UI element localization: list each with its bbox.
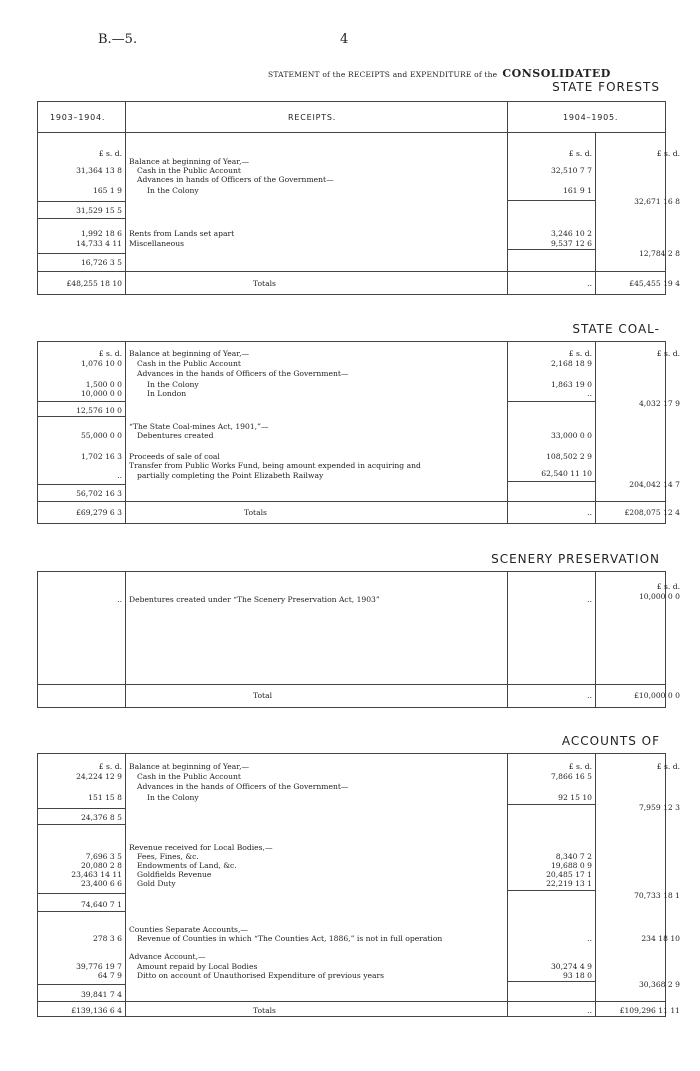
accounts-row-left: 64 7 9 — [97, 971, 122, 980]
statement-title-prefix: STATEMENT of the RECEIPTS and EXPENDITURE of the — [268, 70, 498, 79]
accounts-row-text: In the Colony — [147, 793, 199, 802]
accounts-lsd-left: £ s. d. — [98, 762, 122, 771]
coal-heading: STATE COAL- — [572, 322, 660, 336]
coal-row-mid: 62,540 11 10 — [541, 469, 592, 478]
forests-header-rule — [37, 132, 666, 133]
forests-row-left: 165 1 9 — [93, 186, 122, 195]
coal-total-right: £208,075 12 4 — [624, 508, 680, 517]
coal-row-text: In London — [147, 389, 187, 398]
accounts-row-text: Revenue of Counties in which “The Counties Act, 1886,” is not in full operation — [137, 934, 443, 943]
coal-row-left: 1,076 10 0 — [80, 359, 122, 368]
accounts-heading: ACCOUNTS OF — [561, 734, 660, 748]
coal-row-mid: .. — [587, 389, 592, 398]
accounts-row-left: 24,224 12 9 — [76, 772, 122, 781]
coal-row-mid: 33,000 0 0 — [550, 431, 592, 440]
forests-row-left: 1,992 18 6 — [80, 229, 122, 238]
forests-lsd-right: £ s. d. — [656, 149, 680, 158]
coal-row-text: Advances in the hands of Officers of the Government— — [137, 369, 349, 378]
forests-subtotal-left: 16,726 3 5 — [80, 258, 122, 267]
accounts-row-right: 70,733 18 1 — [634, 891, 680, 900]
coal-row-left: 55,000 0 0 — [80, 431, 122, 440]
forests-total-right: £45,455 19 4 — [629, 279, 680, 288]
statement-title-bold: CONSOLIDATED — [502, 67, 611, 80]
forests-row-mid: 9,537 12 6 — [550, 239, 592, 248]
coal-row-text: Transfer from Public Works Fund, being amount expended in acquiring and — [129, 461, 421, 470]
forests-row-text: In the Colony — [147, 186, 199, 195]
forests-row-mid: 161 9 1 — [563, 186, 592, 195]
accounts-row-text: Endowments of Land, &c. — [137, 861, 237, 870]
coal-row-text: Proceeds of sale of coal — [129, 452, 220, 461]
accounts-total-mid: .. — [587, 1006, 592, 1015]
coal-row-text: “The State Coal-mines Act, 1901,”— — [129, 422, 269, 431]
coal-total-left: £69,279 6 3 — [76, 508, 122, 517]
accounts-lsd-right: £ s. d. — [656, 762, 680, 771]
coal-row-mid: 1,863 19 0 — [550, 380, 592, 389]
page-ref: B.—5. — [98, 32, 138, 47]
accounts-row-left: 151 15 8 — [88, 793, 122, 802]
accounts-row-mid: 22,219 13 1 — [546, 879, 592, 888]
forests-row-right: 32,671 16 8 — [634, 197, 680, 206]
forests-heading: STATE FORESTS — [552, 80, 660, 94]
scenery-table — [37, 571, 666, 708]
coal-total-mid: .. — [587, 508, 592, 517]
accounts-subtotal-left: 39,841 7 4 — [80, 990, 122, 999]
forests-row-text: Cash in the Public Account — [137, 166, 241, 175]
forests-col-left: 1903–1904. — [50, 113, 106, 122]
coal-row-text: In the Colony — [147, 380, 199, 389]
accounts-row-text: Advances in the hands of Officers of the Government— — [137, 782, 349, 791]
coal-lsd-mid: £ s. d. — [568, 349, 592, 358]
coal-row-left: 1,500 0 0 — [85, 380, 122, 389]
accounts-row-right: 30,368 2 9 — [638, 980, 680, 989]
accounts-row-right: 234 18 10 — [641, 934, 680, 943]
accounts-row-mid: .. — [587, 934, 592, 943]
accounts-row-text: Counties Separate Accounts,— — [129, 925, 248, 934]
forests-row-text: Rents from Lands set apart — [129, 229, 235, 238]
coal-subtotal-left: 12,576 10 0 — [76, 406, 122, 415]
scenery-right: 10,000 0 0 — [638, 592, 680, 601]
accounts-row-mid: 19,688 0 9 — [550, 861, 592, 870]
accounts-row-mid: 92 15 10 — [558, 793, 592, 802]
coal-lsd-left: £ s. d. — [98, 349, 122, 358]
forests-row-text: Advances in hands of Officers of the Government— — [137, 175, 334, 184]
accounts-row-left: 278 3 6 — [93, 934, 122, 943]
forests-total-label: Totals — [253, 279, 276, 288]
coal-row-left: 1,702 16 3 — [80, 452, 122, 461]
accounts-total-left: £139,136 6 4 — [71, 1006, 122, 1015]
coal-row-text: partially completing the Point Elizabeth Railway — [137, 471, 324, 480]
forests-row-mid: 32,510 7 7 — [550, 166, 592, 175]
accounts-total-right: £109,296 11 11 — [619, 1006, 680, 1015]
accounts-row-text: Goldfields Revenue — [137, 870, 212, 879]
accounts-row-left: 23,400 6 6 — [80, 879, 122, 888]
forests-total-mid: .. — [587, 279, 592, 288]
coal-row-left: .. — [117, 471, 122, 480]
forests-col-receipts: RECEIPTS. — [288, 113, 337, 122]
accounts-row-text: Revenue received for Local Bodies,— — [129, 843, 273, 852]
accounts-row-text: Advance Account,— — [129, 952, 206, 961]
statement-title — [268, 62, 611, 81]
forests-row-left: 31,364 13 8 — [76, 166, 122, 175]
scenery-total-mid: .. — [587, 691, 592, 700]
page-number: 4 — [340, 32, 349, 47]
accounts-row-text: Gold Duty — [137, 879, 176, 888]
accounts-row-mid: 30,274 4 9 — [550, 962, 592, 971]
accounts-row-mid: 7,866 16 5 — [550, 772, 592, 781]
coal-row-left: 10,000 0 0 — [80, 389, 122, 398]
coal-subtotal-left: 56,702 16 3 — [76, 489, 122, 498]
forests-lsd-mid: £ s. d. — [568, 149, 592, 158]
scenery-lsd-right: £ s. d. — [656, 582, 680, 591]
forests-row-text: Miscellaneous — [129, 239, 184, 248]
accounts-row-left: 20,080 2 8 — [80, 861, 122, 870]
accounts-row-text: Cash in the Public Account — [137, 772, 241, 781]
scenery-heading: SCENERY PRESERVATION — [491, 552, 660, 566]
coal-row-right: 4,032 17 9 — [638, 399, 680, 408]
forests-row-right: 12,784 2 8 — [638, 249, 680, 258]
accounts-lsd-mid: £ s. d. — [568, 762, 592, 771]
scenery-total-right: £10,000 0 0 — [634, 691, 680, 700]
forests-col-right: 1904–1905. — [563, 113, 619, 122]
coal-row-text: Debentures created — [137, 431, 214, 440]
accounts-row-mid: 20,485 17 1 — [546, 870, 592, 879]
accounts-subtotal-left: 24,376 8 5 — [80, 813, 122, 822]
coal-row-right: 204,042 14 7 — [629, 480, 680, 489]
scenery-text: Debentures created under “The Scenery Preservation Act, 1903” — [129, 595, 380, 604]
accounts-row-left: 7,696 3 5 — [85, 852, 122, 861]
accounts-row-text: Balance at beginning of Year,— — [129, 762, 250, 771]
accounts-row-left: 39,776 19 7 — [76, 962, 122, 971]
accounts-row-text: Amount repaid by Local Bodies — [137, 962, 258, 971]
accounts-total-label: Totals — [253, 1006, 276, 1015]
forests-table — [37, 101, 666, 295]
coal-row-mid: 108,502 2 9 — [546, 452, 592, 461]
scenery-total-label: Total — [253, 691, 273, 700]
forests-row-left: 14,733 4 11 — [76, 239, 122, 248]
accounts-subtotal-left: 74,640 7 1 — [80, 900, 122, 909]
forests-lsd-left: £ s. d. — [98, 149, 122, 158]
accounts-row-mid: 8,340 7 2 — [555, 852, 592, 861]
accounts-row-text: Fees, Fines, &c. — [137, 852, 199, 861]
accounts-row-right: 7,959 12 3 — [638, 803, 680, 812]
scenery-mid: .. — [587, 595, 592, 604]
accounts-row-mid: 93 18 0 — [563, 971, 592, 980]
forests-row-text: Balance at beginning of Year,— — [129, 157, 250, 166]
coal-row-text: Cash in the Public Account — [137, 359, 241, 368]
coal-row-mid: 2,168 18 9 — [550, 359, 592, 368]
forests-subtotal-left: 31,529 15 5 — [76, 206, 122, 215]
coal-total-label: Totals — [244, 508, 267, 517]
forests-total-left: £48,255 18 10 — [66, 279, 122, 288]
scenery-left: .. — [117, 595, 122, 604]
accounts-row-text: Ditto on account of Unauthorised Expenditure of previous years — [137, 971, 385, 980]
accounts-row-left: 23,463 14 11 — [71, 870, 122, 879]
forests-row-mid: 3,246 10 2 — [550, 229, 592, 238]
coal-row-text: Balance at beginning of Year,— — [129, 349, 250, 358]
coal-lsd-right: £ s. d. — [656, 349, 680, 358]
